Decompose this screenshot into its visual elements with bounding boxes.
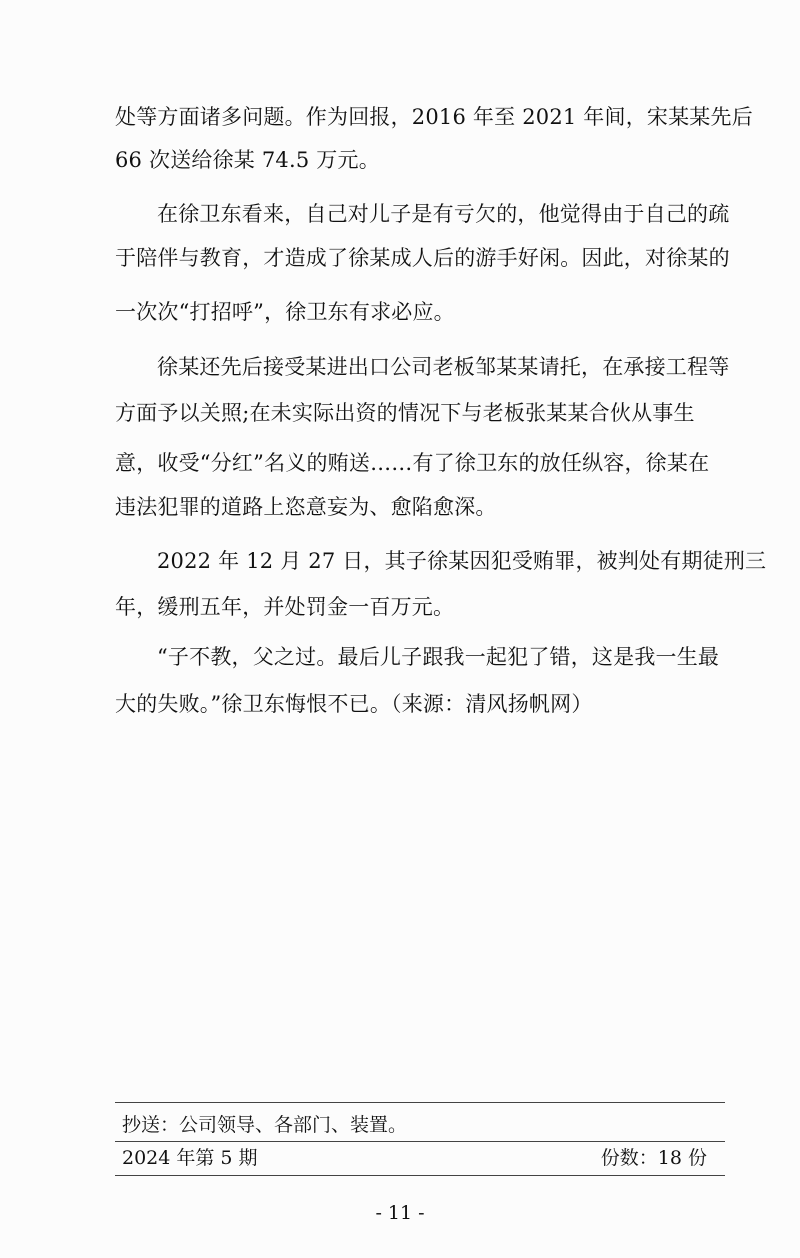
article-line: 年，缓刑五年，并处罚金一百万元。 <box>115 595 455 619</box>
article-line: 于陪伴与教育，才造成了徐某成人后的游手好闲。因此，对徐某的 <box>115 246 730 270</box>
article-line: 违法犯罪的道路上恣意妄为、愈陷愈深。 <box>115 495 497 519</box>
article-line: 大的失败。”徐卫东悔恨不已。（来源：清风扬帆网） <box>115 692 593 716</box>
footer-top-rule <box>115 1102 725 1103</box>
article-line: 在徐卫东看来，自己对儿子是有亏欠的，他觉得由于自己的疏 <box>157 202 730 226</box>
footer-middle-rule <box>115 1141 725 1142</box>
article-line: 处等方面诸多问题。作为回报，2016 年至 2021 年间，宋某某先后 <box>115 105 753 129</box>
article-line: “子不教，父之过。最后儿子跟我一起犯了错，这是我一生最 <box>157 645 720 669</box>
footer-bottom-rule <box>115 1175 725 1176</box>
footer-copies: 份数：18 份 <box>600 1147 707 1169</box>
article-line: 一次次“打招呼”，徐卫东有求必应。 <box>115 300 455 324</box>
footer-issue: 2024 年第 5 期 <box>122 1147 258 1169</box>
article-line: 徐某还先后接受某进出口公司老板邹某某请托，在承接工程等 <box>157 355 730 379</box>
article-line: 意，收受“分红”名义的贿送……有了徐卫东的放任纵容，徐某在 <box>115 451 710 475</box>
footer-cc: 抄送：公司领导、各部门、装置。 <box>122 1114 408 1136</box>
article-line: 方面予以关照;在未实际出资的情况下与老板张某某合伙从事生 <box>115 401 695 425</box>
page-number: - 11 - <box>375 1202 425 1224</box>
article-line: 2022 年 12 月 27 日，其子徐某因犯受贿罪，被判处有期徒刑三 <box>157 549 767 573</box>
article-line: 66 次送给徐某 74.5 万元。 <box>115 148 380 172</box>
